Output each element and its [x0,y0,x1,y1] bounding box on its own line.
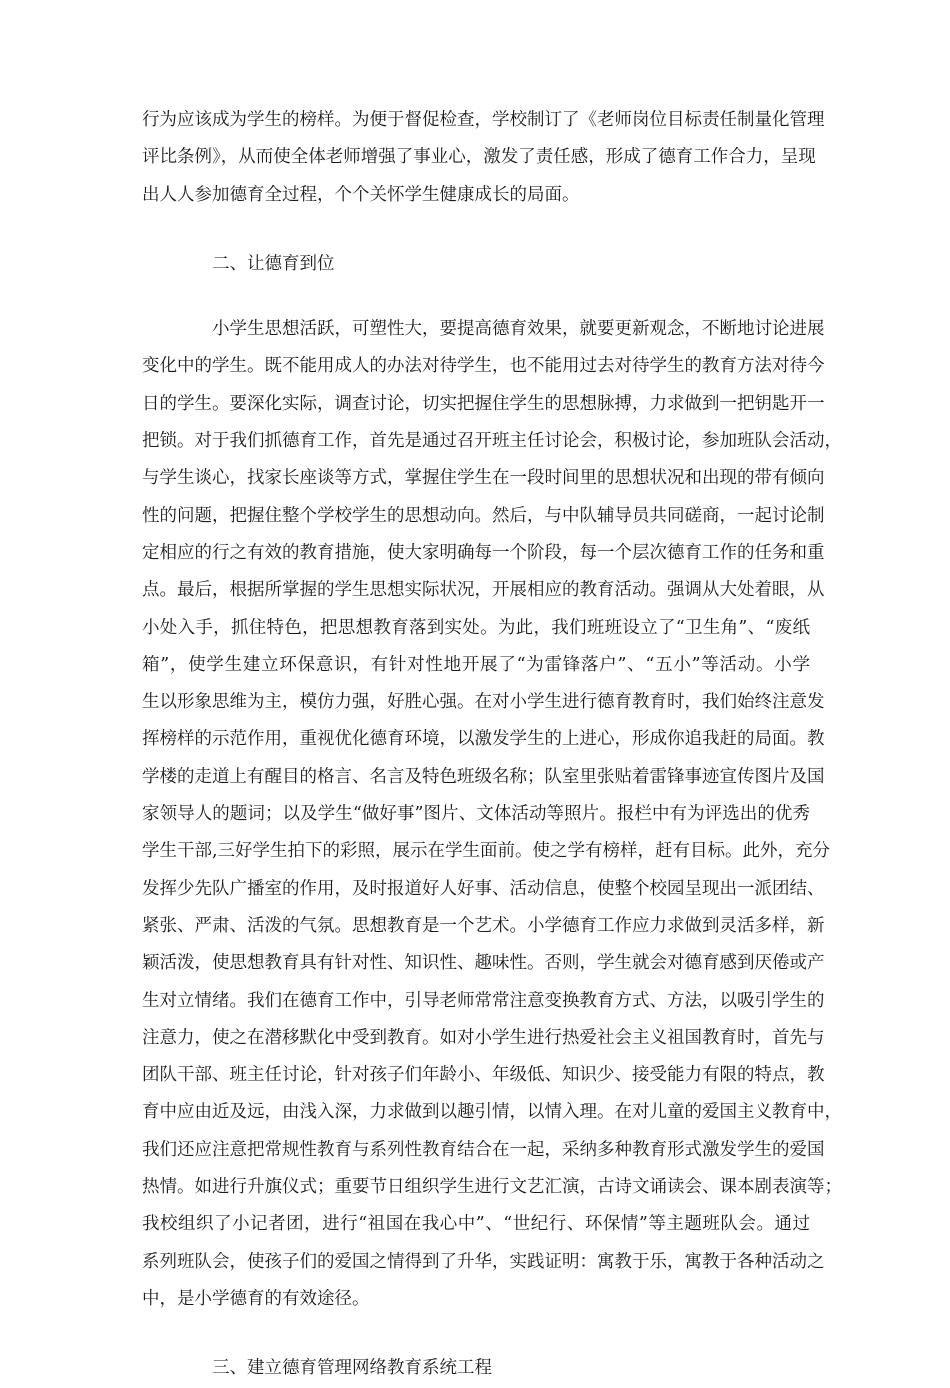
paragraph-2 [142,311,842,1318]
paragraph-2-line: 学楼的走道上有醒目的格言、名言及特色班级名称；队室里张贴着雷锋事迹宣传图片及国 [142,766,825,787]
paragraph-1 [142,102,825,214]
paragraph-2-line: 小处入手，抓住特色，把思想教育落到实处。为此，我们班班设立了“卫生角”、“废纸 [142,617,810,638]
paragraph-2-line: 我校组织了小记者团，进行“祖国在我心中”、“世纪行、环保情”等主题班队会。通过 [142,1214,810,1235]
paragraph-2-line: 箱”，使学生建立环保意识，有针对性地开展了“为雷锋落户”、“五小”等活动。小学 [142,654,810,675]
paragraph-2-line: 中，是小学德育的有效途径。 [142,1288,370,1309]
paragraph-2-line: 点。最后，根据所掌握的学生思想实际状况，开展相应的教育活动。强调从大处着眼，从 [142,580,825,601]
paragraph-2-line: 发挥少先队广播室的作用，及时报道好人好事、活动信息，使整个校园呈现出一派团结、 [142,878,825,899]
paragraph-2-line: 系列班队会，使孩子们的爱国之情得到了升华，实践证明：寓教于乐，寓教于各种活动之 [142,1251,825,1272]
paragraph-2-line: 紧张、严肃、活泼的气氛。思想教育是一个艺术。小学德育工作应力求做到灵活多样，新 [142,915,825,936]
paragraph-2-line: 热情。如进行升旗仪式；重要节日组织学生进行文艺汇演，古诗文诵读会、课本剧表演等； [142,1177,842,1198]
paragraph-2-line: 注意力，使之在潜移默化中受到教育。如对小学生进行热爱社会主义祖国教育时，首先与 [142,1027,825,1048]
paragraph-2-line: 性的问题，把握住整个学校学生的思想动向。然后，与中队辅导员共同磋商，一起讨论制 [142,505,825,526]
paragraph-2-line: 日的学生。要深化实际，调查讨论，切实把握住学生的思想脉搏，力求做到一把钥匙开一 [142,393,825,414]
paragraph-2-line: 把锁。对于我们抓德育工作，首先是通过召开班主任讨论会，积极讨论，参加班队会活动， [142,431,842,452]
document-page [142,102,842,1388]
section-heading-3: 三、建立德育管理网络教育系统工程 [212,1358,492,1379]
paragraph-2-line: 颖活泼，使思想教育具有针对性、知识性、趣味性。否则，学生就会对德育感到厌倦或产 [142,953,825,974]
paragraph-1-line: 出人人参加德育全过程，个个关怀学生健康成长的局面。 [142,184,580,205]
paragraph-1-line: 行为应该成为学生的榜样。为便于督促检查，学校制订了《老师岗位目标责任制量化管理 [142,110,825,130]
paragraph-2-line: 我们还应注意把常规性教育与系列性教育结合在一起，采纳多种教育形式激发学生的爱国 [142,1139,825,1160]
paragraph-2-line: 定相应的行之有效的教育措施，使大家明确每一个阶段，每一个层次德育工作的任务和重 [142,542,825,563]
paragraph-2-line: 挥榜样的示范作用，重视优化德育环境，以激发学生的上进心，形成你追我赶的局面。教 [142,729,825,750]
paragraph-2-line: 小学生思想活跃，可塑性大，要提高德育效果，就要更新观念，不断地讨论进展 [212,319,825,340]
paragraph-2-line: 生对立情绪。我们在德育工作中，引导老师常常注意变换教育方式、方法，以吸引学生的 [142,990,825,1011]
paragraph-1-line: 评比条例》，从而使全体老师增强了事业心，激发了责任感，形成了德育工作合力，呈现 [142,147,816,168]
paragraph-2-line: 团队干部、班主任讨论，针对孩子们年龄小、年级低、知识少、接受能力有限的特点，教 [142,1065,825,1086]
section-heading-2: 二、让德育到位 [212,253,335,274]
paragraph-2-line: 家领导人的题词；以及学生“做好事”图片、文体活动等照片。报栏中有为评选出的优秀 [142,804,810,825]
paragraph-2-line: 与学生谈心，找家长座谈等方式，掌握住学生在一段时间里的思想状况和出现的带有倾向 [142,468,825,489]
paragraph-2-line: 生以形象思维为主，模仿力强，好胜心强。在对小学生进行德育教育时，我们始终注意发 [142,692,825,713]
paragraph-2-line: 变化中的学生。既不能用成人的办法对待学生，也不能用过去对待学生的教育方法对待今 [142,356,825,377]
paragraph-2-line: 学生干部,三好学生拍下的彩照，展示在学生面前。使之学有榜样，赶有目标。此外，充分 [142,841,831,862]
paragraph-2-line: 育中应由近及远，由浅入深，力求做到以趣引情，以情入理。在对儿童的爱国主义教育中， [142,1102,842,1123]
